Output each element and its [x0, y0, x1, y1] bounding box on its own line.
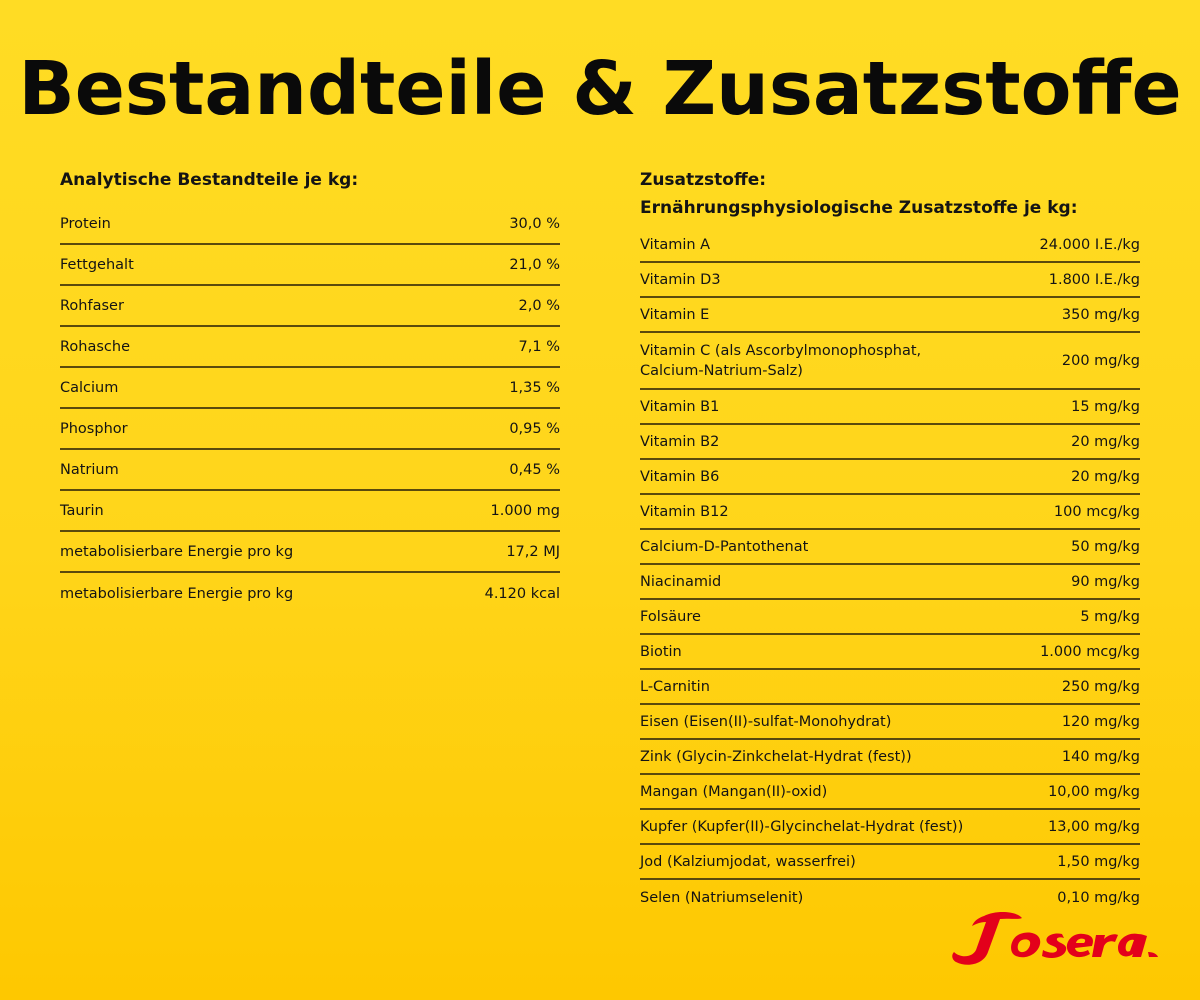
additives-panel — [640, 166, 1140, 915]
analytical-row-value: 4.120 kcal — [484, 585, 560, 602]
analytical-row — [60, 450, 560, 491]
additive-row-value: 90 mg/kg — [1071, 573, 1140, 590]
analytical-row-label: Rohfaser — [60, 297, 124, 314]
analytical-row — [60, 245, 560, 286]
additive-row-value: 100 mcg/kg — [1053, 503, 1140, 520]
additive-row-value: 20 mg/kg — [1071, 468, 1140, 485]
additive-row-label: Mangan (Mangan(II)-oxid) — [640, 783, 828, 800]
additive-row-label: Vitamin B2 — [640, 433, 720, 450]
analytical-row-value: 21,0 % — [509, 256, 560, 273]
analytical-row-value: 1,35 % — [509, 379, 560, 396]
analytical-heading: Analytische Bestandteile je kg: — [60, 170, 359, 190]
additive-row-value: 13,00 mg/kg — [1048, 818, 1140, 835]
additive-row-label: Vitamin B6 — [640, 468, 720, 485]
additive-row-value: 20 mg/kg — [1071, 433, 1140, 450]
additives-table — [640, 228, 1140, 915]
additive-row-label: Calcium-D-Pantothenat — [640, 538, 809, 555]
additive-row-value: 250 mg/kg — [1061, 678, 1140, 695]
additive-row-label: Vitamin C (als Ascorbylmonophosphat, Calcium-Natrium-Salz) — [640, 342, 922, 379]
additive-row-label: L-Carnitin — [640, 678, 710, 695]
additive-row-label: Eisen (Eisen(II)-sulfat-Monohydrat) — [640, 713, 892, 730]
analytical-row — [60, 368, 560, 409]
additive-row-label: Biotin — [640, 643, 682, 660]
analytical-row-label: metabolisierbare Energie pro kg — [60, 543, 294, 560]
analytical-row-label: Taurin — [60, 502, 104, 519]
additive-row — [640, 845, 1140, 880]
analytical-row — [60, 286, 560, 327]
additive-row-label: Selen (Natriumselenit) — [640, 889, 804, 906]
additive-row-value: 15 mg/kg — [1071, 398, 1140, 415]
additive-row-value: 0,10 mg/kg — [1057, 889, 1140, 906]
additives-heading: Zusatzstoffe: — [640, 170, 767, 190]
analytical-row-label: Fettgehalt — [60, 256, 134, 273]
analytical-row-label: Phosphor — [60, 420, 128, 437]
additive-row — [640, 775, 1140, 810]
additive-row-value: 1.800 I.E./kg — [1048, 271, 1140, 288]
additive-row — [640, 635, 1140, 670]
additive-row — [640, 263, 1140, 298]
additive-row — [640, 565, 1140, 600]
additive-row — [640, 600, 1140, 635]
additive-row-value: 140 mg/kg — [1061, 748, 1140, 765]
analytical-row-label: metabolisierbare Energie pro kg — [60, 585, 294, 602]
additive-row-value: 5 mg/kg — [1080, 608, 1140, 625]
additive-row-label: Vitamin E — [640, 306, 710, 323]
analytical-row — [60, 327, 560, 368]
additive-row-label: Vitamin D3 — [640, 271, 721, 288]
additive-row-label: Folsäure — [640, 608, 701, 625]
analytical-row-value: 17,2 MJ — [506, 543, 560, 560]
analytical-row — [60, 491, 560, 532]
additive-row-label: Zink (Glycin-Zinkchelat-Hydrat (fest)) — [640, 748, 912, 765]
additive-row — [640, 298, 1140, 333]
additive-row — [640, 228, 1140, 263]
additive-row-value: 24.000 I.E./kg — [1039, 236, 1140, 253]
additive-row-value: 350 mg/kg — [1061, 306, 1140, 323]
analytical-row-value: 30,0 % — [509, 215, 560, 232]
additive-row-label: Kupfer (Kupfer(II)-Glycinchelat-Hydrat (fest)) — [640, 818, 964, 835]
additive-row-label: Vitamin B12 — [640, 503, 729, 520]
additive-row-label: Vitamin B1 — [640, 398, 720, 415]
additive-row — [640, 390, 1140, 425]
additive-row-value: 1,50 mg/kg — [1057, 853, 1140, 870]
analytical-row-label: Protein — [60, 215, 111, 232]
analytical-row-label: Rohasche — [60, 338, 131, 355]
analytical-table — [60, 204, 560, 614]
additive-row — [640, 740, 1140, 775]
analytical-row-value: 0,45 % — [509, 461, 560, 478]
additive-row — [640, 670, 1140, 705]
additive-row — [640, 530, 1140, 565]
analytical-row — [60, 532, 560, 573]
additive-row-value: 10,00 mg/kg — [1048, 783, 1140, 800]
analytical-row-value: 0,95 % — [509, 420, 560, 437]
analytical-row-value: 2,0 % — [518, 297, 560, 314]
analytical-row — [60, 204, 560, 245]
analytical-row-label: Calcium — [60, 379, 119, 396]
additive-row-value: 1.000 mcg/kg — [1040, 643, 1140, 660]
page-title: Bestandteile & Zusatzstoffe — [18, 46, 1182, 132]
analytical-row-value: 7,1 % — [518, 338, 560, 355]
additive-row — [640, 810, 1140, 845]
nutritional-additives-heading: Ernährungsphysiologische Zusatzstoffe je kg: — [640, 198, 1078, 218]
analytical-row-value: 1.000 mg — [490, 502, 560, 519]
additive-row — [640, 495, 1140, 530]
additive-row-label: Vitamin A — [640, 236, 711, 253]
analytical-row — [60, 409, 560, 450]
josera-logo-icon — [950, 908, 1162, 968]
additive-row — [640, 425, 1140, 460]
analytical-row-label: Natrium — [60, 461, 119, 478]
additive-row — [640, 460, 1140, 495]
analytical-constituents-panel — [60, 166, 560, 614]
additive-row-value: 200 mg/kg — [1061, 352, 1140, 369]
additive-row-label: Niacinamid — [640, 573, 722, 590]
additive-row-value: 120 mg/kg — [1061, 713, 1140, 730]
additive-row — [640, 705, 1140, 740]
additive-row — [640, 333, 1140, 390]
analytical-row — [60, 573, 560, 614]
additive-row-label: Jod (Kalziumjodat, wasserfrei) — [640, 853, 856, 870]
additive-row-value: 50 mg/kg — [1071, 538, 1140, 555]
